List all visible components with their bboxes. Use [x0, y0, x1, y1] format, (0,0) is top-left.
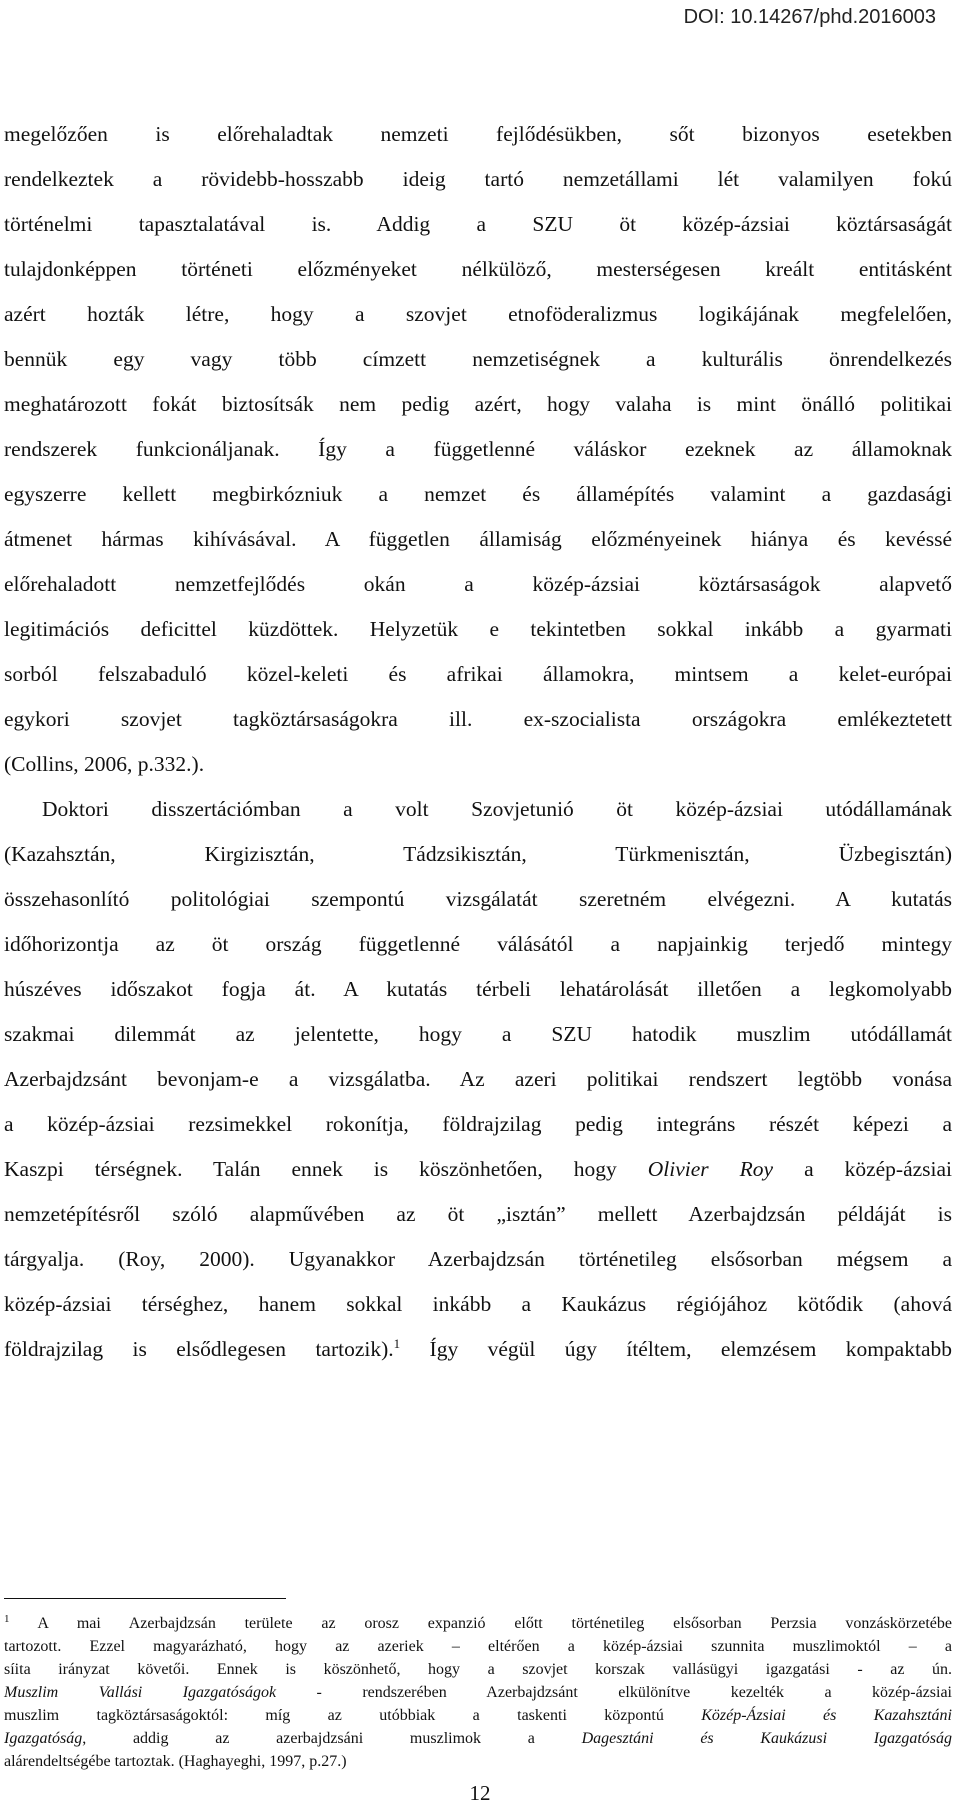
text-line: a közép-ázsiai rezsimekkel rokonítja, földrajzilag pedig integráns részét képezi a [4, 1112, 952, 1136]
text-line: rendelkeztek a rövidebb-hosszabb ideig tartó nemzetállami lét valamilyen fokú [4, 167, 952, 191]
text-line: sorból felszabaduló közel-keleti és afrikai államokra, mintsem a kelet-európai [4, 662, 952, 686]
text-line: legitimációs deficittel küzdöttek. Helyzetük e tekintetben sokkal inkább a gyarmati [4, 617, 952, 641]
text-segment: Így végül úgy ítéltem, elemzésem kompaktabb [429, 1337, 952, 1361]
text-line: rendszerek funkcionáljanak. Így a függetlenné váláskor ezeknek az államoknak [4, 437, 952, 461]
text-segment: Muszlim Vallási Igazgatóságok [4, 1684, 277, 1701]
page-number: 12 [469, 1781, 491, 1805]
text-line: Azerbajdzsánt bevonjam-e a vizsgálatba. Az azeri politikai rendszert legtöbb vonása [4, 1067, 952, 1091]
text-line: nemzetépítésről szóló alapművében az öt „isztán” mellett Azerbajdzsán példáját is [4, 1202, 952, 1226]
text-segment: Dagesztáni és Kaukázusi Igazgatóság [581, 1730, 953, 1747]
footnote-reference: 1 [393, 1336, 401, 1351]
footnote-line: alárendeltségébe tartoztak. (Haghayeghi, 1997, p.27.) [4, 1753, 347, 1770]
footnote-line [4, 1683, 952, 1703]
text-segment: - rendszerében Azerbajdzsánt elkülönítve kezelték a közép-ázsiai [316, 1684, 953, 1701]
text-line: átmenet hármas kihívásával. A független államiság előzményeinek hiánya és kevéssé [4, 527, 952, 551]
text-line: tulajdonképpen történeti előzményeket nélkülöző, mesterségesen kreált entitásként [4, 257, 952, 281]
footnote-line: tartozott. Ezzel magyarázható, hogy az azeriek – eltérően a közép-ázsiai szunnita muszlimoktól – a [4, 1638, 952, 1655]
footnote-marker: 1 [4, 1613, 10, 1625]
text-segment: muszlim tagköztársaságoktól: míg az utóbbiak a taskenti központú [4, 1707, 664, 1724]
doi-header: DOI: 10.14267/phd.2016003 [683, 6, 936, 28]
text-line [4, 1335, 952, 1363]
text-segment: Közép-Ázsiai és Kazahsztáni [701, 1707, 953, 1724]
text-line: Doktori disszertációmban a volt Szovjetunió öt közép-ázsiai utódállamának [42, 797, 952, 821]
text-line: (Kazahsztán, Kirgizisztán, Tádzsikisztán, Türkmenisztán, Üzbegisztán) [4, 842, 952, 866]
text-segment: , addig az azerbajdzsáni muszlimok a [82, 1730, 535, 1747]
text-line: húszéves időszakot fogja át. A kutatás térbeli lehatárolását illetően a legkomolyabb [4, 977, 952, 1001]
footnote-line [4, 1706, 952, 1726]
text-segment: földrajzilag is elsődlegesen tartozik). [4, 1337, 394, 1361]
text-segment: A mai Azerbajdzsán területe az orosz expanzió előtt történetileg elsősorban Perzsia vonzáskörzetébe [37, 1615, 952, 1632]
text-line: történelmi tapasztalatával is. Addig a SZU öt közép-ázsiai köztársaságát [4, 212, 952, 236]
text-line: meghatározott fokát biztosítsák nem pedig azért, hogy valaha is mint önálló politikai [4, 392, 952, 416]
text-line: összehasonlító politológiai szempontú vizsgálatát szeretném elvégezni. A kutatás [4, 887, 952, 911]
text-line: időhorizontja az öt ország függetlenné válásától a napjainkig terjedő mintegy [4, 932, 952, 956]
text-line: azért hozták létre, hogy a szovjet etnoföderalizmus logikájának megfelelően, [4, 302, 952, 326]
text-segment: Kaszpi térségnek. Talán ennek is köszönhetően, hogy [4, 1157, 617, 1181]
text-line: tárgyalja. (Roy, 2000). Ugyanakkor Azerbajdzsán történetileg elsősorban mégsem a [4, 1247, 952, 1271]
footnote-line [4, 1614, 952, 1634]
footnote-line: síita irányzat követői. Ennek is köszönhető, hogy a szovjet korszak vallásügyi igazgatási - az ún. [4, 1661, 952, 1678]
text-line [4, 1155, 952, 1183]
text-line: előrehaladott nemzetfejlődés okán a közép-ázsiai köztársaságok alapvető [4, 572, 952, 596]
text-line: bennük egy vagy több címzett nemzetiségnek a kulturális önrendelkezés [4, 347, 952, 371]
text-segment: Igazgatóság [4, 1730, 83, 1747]
text-line: (Collins, 2006, p.332.). [4, 752, 205, 776]
text-line: szakmai dilemmát az jelentette, hogy a SZU hatodik muszlim utódállamát [4, 1022, 952, 1046]
author-name: Olivier Roy [647, 1157, 774, 1181]
text-line: közép-ázsiai térséghez, hanem sokkal inkább a Kaukázus régiójához kötődik (ahová [4, 1292, 952, 1316]
footnote-separator [4, 1598, 286, 1599]
text-line: egykori szovjet tagköztársaságokra ill. ex-szocialista országokra emlékeztetett [4, 707, 952, 731]
text-line: megelőzően is előrehaladtak nemzeti fejlődésükben, sőt bizonyos esetekben [4, 122, 952, 146]
text-line: egyszerre kellett megbirkózniuk a nemzet és államépítés valamint a gazdasági [4, 482, 952, 506]
footnote-line [4, 1729, 952, 1749]
text-segment: a közép-ázsiai [804, 1157, 953, 1181]
